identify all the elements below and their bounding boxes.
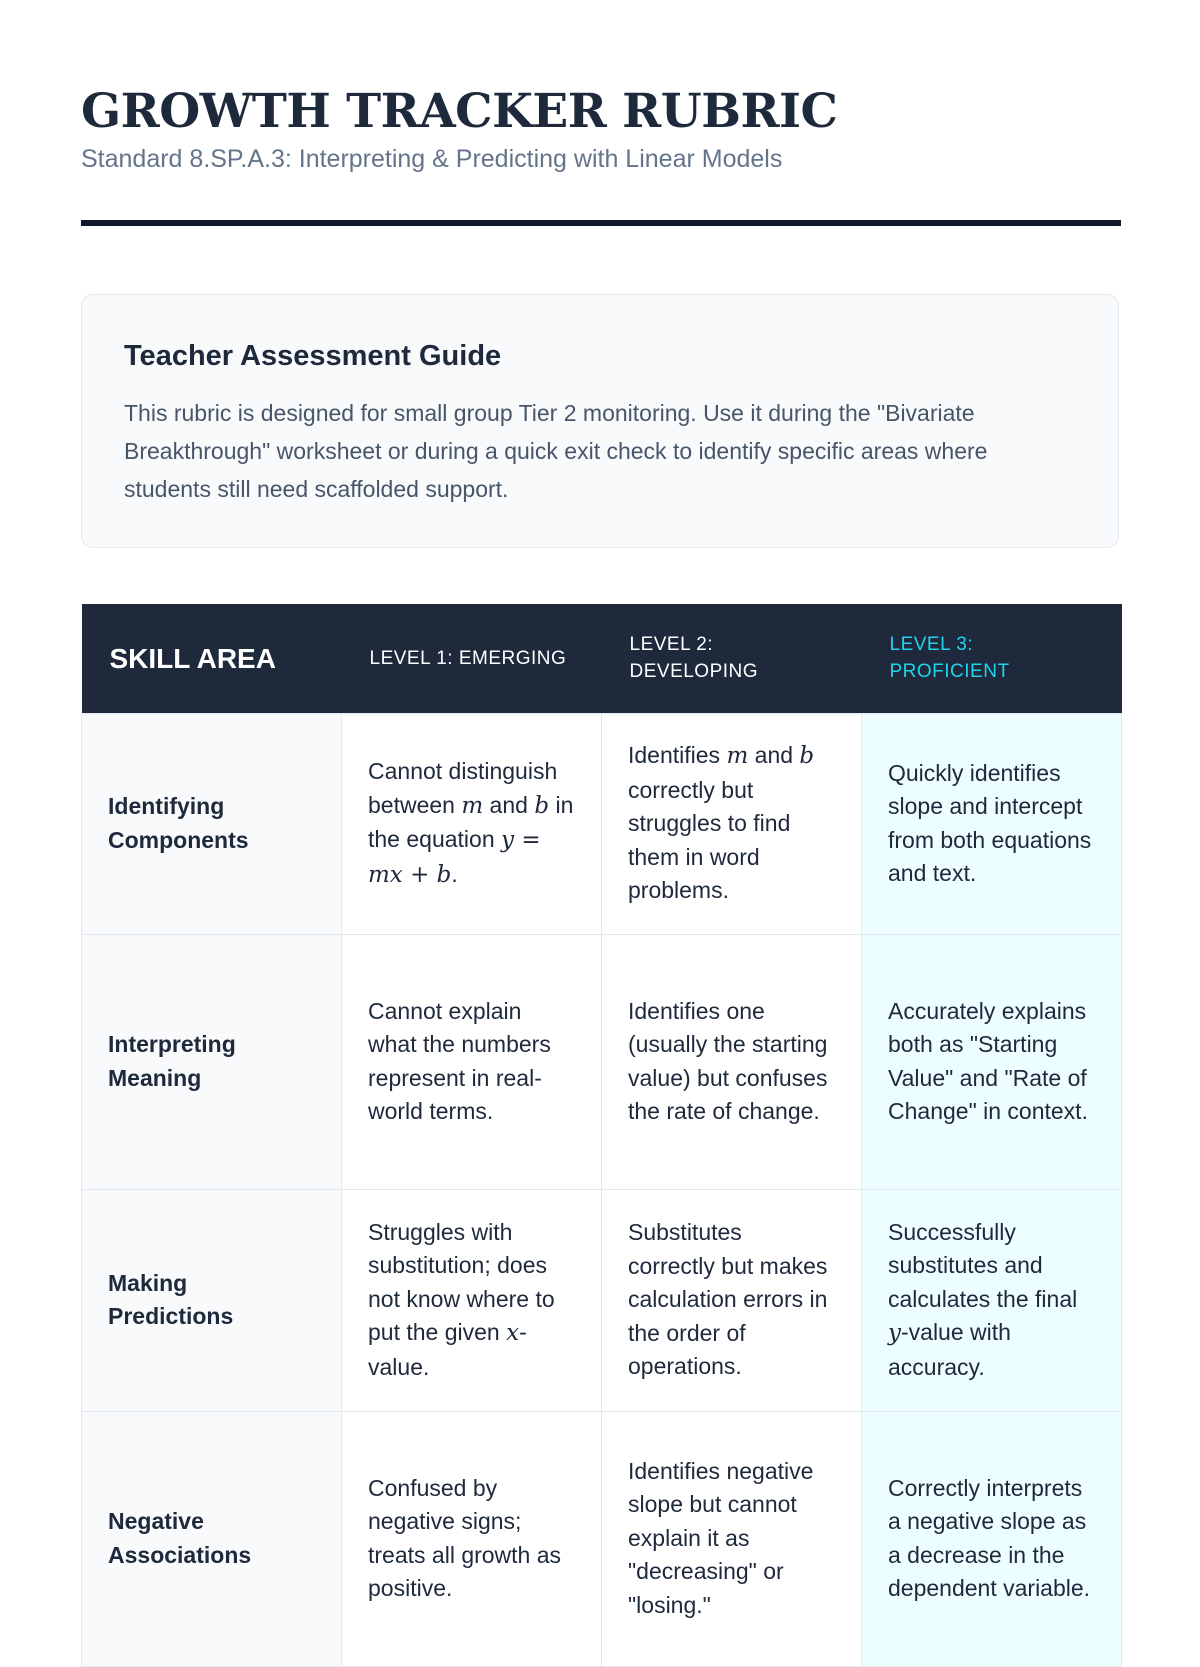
table-row	[82, 1411, 1122, 1666]
guide-text: This rubric is designed for small group Tier 2 monitoring. Use it during the "Bivariate Breakthrough" worksheet or during a quick exit check to identify specific areas where students still need scaffolded support.	[124, 399, 988, 502]
guide-title: Teacher Assessment Guide	[124, 340, 502, 372]
level-2-cell: Identifies negative slope but cannot explain it as "decreasing" or "losing."	[602, 1411, 862, 1666]
level-3-cell: Successfully substitutes and calculates the final y-value with accuracy.	[862, 1189, 1122, 1411]
level-1-cell: Cannot distinguish between m and b in the equation y = mx + b.	[342, 713, 602, 934]
header-level-1: LEVEL 1: EMERGING	[369, 647, 567, 669]
level-2-cell: Identifies one (usually the starting value) but confuses the rate of change.	[602, 934, 862, 1189]
level-3-cell: Quickly identifies slope and intercept from both equations and text.	[862, 713, 1122, 934]
rubric-header-row	[82, 604, 1122, 713]
rubric-table	[81, 604, 1122, 1667]
table-row	[82, 713, 1122, 934]
page-subtitle: Standard 8.SP.A.3: Interpreting & Predicting with Linear Models	[81, 145, 783, 173]
level-3-cell: Correctly interprets a negative slope as a decrease in the dependent variable.	[862, 1411, 1122, 1666]
skill-area-cell: Negative Associations	[82, 1411, 342, 1666]
table-row	[82, 1189, 1122, 1411]
page-title: GROWTH TRACKER RUBRIC	[81, 84, 838, 139]
level-2-cell: Identifies m and b correctly but struggles to find them in word problems.	[602, 713, 862, 934]
header-level-3: LEVEL 3: PROFICIENT	[889, 634, 1010, 683]
assessment-guide-box	[81, 294, 1119, 548]
level-1-cell: Cannot explain what the numbers represent in real-world terms.	[342, 934, 602, 1189]
skill-area-cell: Making Predictions	[82, 1189, 342, 1411]
level-3-cell: Accurately explains both as "Starting Value" and "Rate of Change" in context.	[862, 934, 1122, 1189]
level-1-cell: Confused by negative signs; treats all growth as positive.	[342, 1411, 602, 1666]
title-divider	[81, 220, 1121, 226]
skill-area-cell: Interpreting Meaning	[82, 934, 342, 1189]
header-skill-area: SKILL AREA	[109, 642, 276, 674]
level-2-cell: Substitutes correctly but makes calculation errors in the order of operations.	[602, 1189, 862, 1411]
header-level-2: LEVEL 2: DEVELOPING	[629, 634, 759, 683]
level-1-cell: Struggles with substitution; does not know where to put the given x-value.	[342, 1189, 602, 1411]
table-row	[82, 934, 1122, 1189]
skill-area-cell: Identifying Components	[82, 713, 342, 934]
